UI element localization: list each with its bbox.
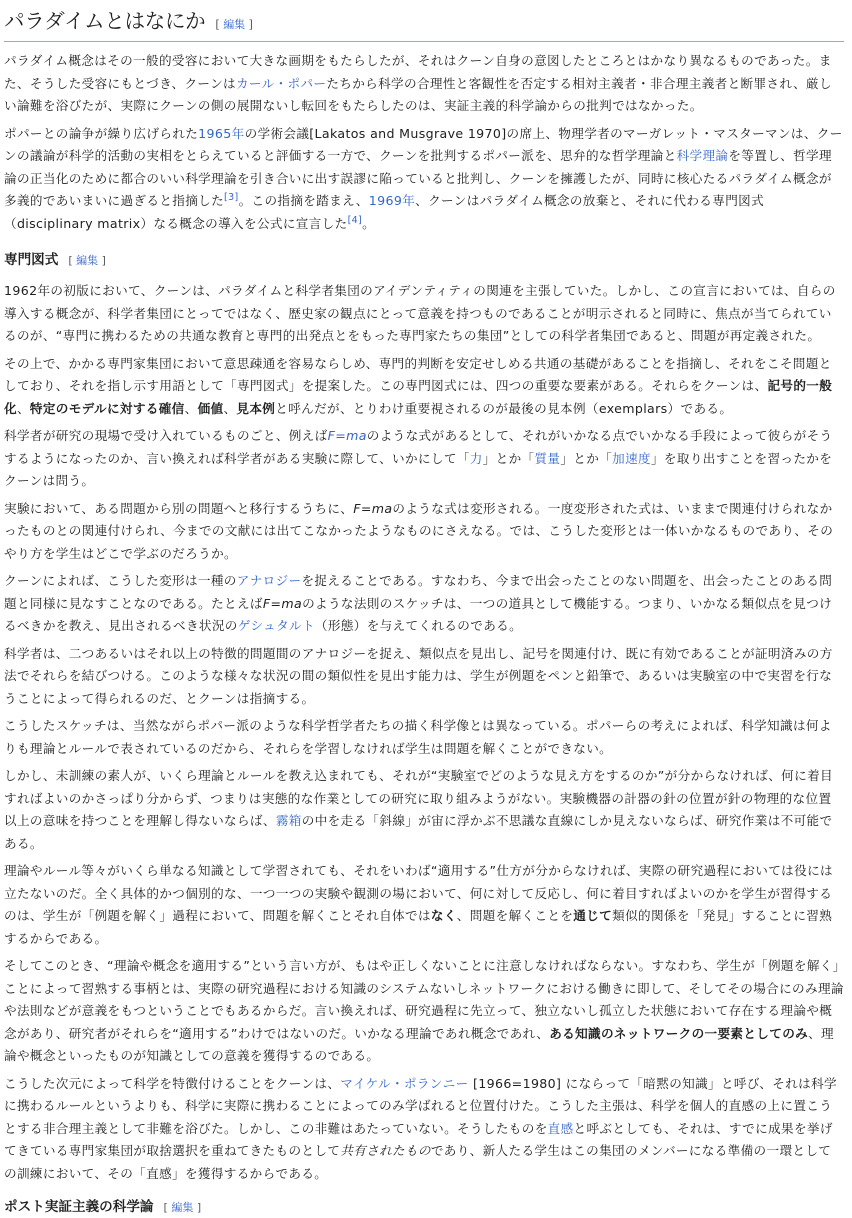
- text: そしてこのとき、“理論や概念を適用する”という言い方が、もはや正しくないことに注意しなければならない。すなわち、学生が「例題を解く」ことによって習熟する事柄とは、実際の研究過程における知識のシステムないしネットワークにおける働きに即して、そしてその場合にのみ理論や法則などが意義をもつということでもあるからだ。言い換えれば、研究過程に先立って、独立ないし孤立した状態において存在する理論や概念があり、研究者がそれらを“適用する”わけではないのだ。いかなる理論であれ概念であれ、: [4, 958, 844, 1041]
- text: と呼んだが、とりわけ重要視されるのが最後の見本例（exemplars）である。: [275, 400, 733, 416]
- text: 、: [184, 400, 198, 416]
- link-intuition[interactable]: 直感: [547, 1120, 574, 1136]
- text: を捉えることである。すなわち、今まで出会ったことのない問題を、出会ったことのある問題と同様に見なすことなのである。たとえば: [4, 573, 833, 611]
- section-heading-paradigm: [4, 9, 844, 42]
- text: その上で、かかる専門家集団において意思疎通を容易ならしめ、専門的判断を安定せしめる共通の基礎があることを指摘し、それをこそ問題としており、それを指し示す用語として「専門図式」を提案した。この専門図式には、四つの重要な要素がある。それらをクーンは、: [4, 355, 832, 393]
- paragraph: [4, 50, 844, 118]
- text: の中を走る「斜線」が宙に浮かぶ不思議な直線にしか見えないならば、研究作業は不可能である。: [4, 813, 833, 851]
- paragraph: [4, 123, 844, 236]
- text: のような法則のスケッチは、一つの道具として機能する。つまり、いかなる類似点を見つけるべきかを教え、見出されるべき状況の: [4, 595, 833, 633]
- formula-text: F=ma: [353, 500, 393, 516]
- paragraph: [4, 353, 844, 421]
- text: のような式は変形される。一度変形された式は、いままで関連付けられなかったものとの関連付けられ、今までの文献には出てこなかったようなものにさえなる。では、こうした変形とは一体いかなるものであり、そのやり方を学生はどこで学ぶのだろうか。: [4, 500, 834, 561]
- paragraph: こうしたスケッチは、当然ながらポパー派のような科学哲学者たちの描く科学像とは異なっている。ポパーらの考えによれば、科学知識は何よりも理論とルールで表されているのだから、それらを学習しなければ学生は問題を解くことができない。: [4, 718, 832, 756]
- link-cloud-chamber[interactable]: 霧箱: [275, 813, 302, 828]
- link-michael-polanyi[interactable]: マイケル・ポランニー: [340, 1075, 469, 1091]
- text: 」とか「: [482, 450, 535, 466]
- text: 理論やルール等々がいくら単なる知識として学習されても、それをいわば“適用する”仕方が分からなければ、実際の研究過程においては役には立たないのだ。全く具体的かつ個別的な、一つ一つの実験や観測の場において、何に対して反応し、何に着目すればよいのかを学生が習得するのは、学生が「例題を解く」過程において、問題を解くことそれ自体では: [4, 863, 833, 923]
- paragraph: [4, 570, 844, 638]
- paragraph: [4, 425, 844, 493]
- link-gestalt[interactable]: ゲシュタルト: [237, 618, 315, 633]
- bold-text: 記号的一般化: [4, 378, 833, 416]
- paragraph: [4, 765, 844, 855]
- link-mass[interactable]: 質量: [534, 450, 561, 466]
- paragraph: [4, 860, 844, 950]
- paragraph: 科学者は、二つあるいはそれ以上の特徴的問題間のアナロジーを捉え、類似点を見出し、記号を関連付け、既に有効であることが証明済みの方法でそれらを結びつける。このような様々な状況の間の類似性を見出す能力は、学生が例題をペンと鉛筆で、あるいは実験室の中で実習を行なうことによって得られるのだ、とクーンは指摘する。: [4, 645, 833, 706]
- link-acceleration[interactable]: 加速度: [612, 450, 651, 466]
- text: しかし、未訓練の素人が、いくら理論とルールを教え込まれても、それが“実験室でどのような見え方をするのか”が分からなければ、何に着目すればよいのかさっぱり分からず、つまりは実態的な作業としての研究に取り組みようがない。実験機器の計器の針の位置が針の物理的な位置以上の意味を持つことを理解し得ないならば、: [4, 768, 833, 828]
- citation-4[interactable]: [4]: [347, 214, 363, 226]
- section-title: ポスト実証主義の科学論: [4, 1199, 154, 1215]
- text: 、問題を解くことを: [456, 908, 574, 923]
- text: のような式があるとして、それがいかなる点でいかなる手段によって彼らがそうするようになったのか、言い換えれば科学者がある実験に際して、いかにして「: [4, 428, 833, 466]
- text: たちから科学の合理性と客観性を否定する相対主義者・非合理主義者と断罪され、厳しい論難を浴びたが、実際にクーンの側の展開ないし転回をもたらしたのは、実証主義的科学論からの批判ではなかった。: [4, 75, 832, 113]
- link-1965[interactable]: 1965年: [198, 125, 245, 141]
- text: パラダイム概念はその一般的受容において大きな画期をもたらしたが、それはクーン自身の意図したところとはかなり異なるものであった。また、そうした受容にもとづき、クーンは: [4, 53, 832, 91]
- text: （形態）を与えてくれるのである。: [314, 618, 523, 633]
- bold-text: ある知識のネットワークの一要素としてのみ: [549, 1025, 809, 1041]
- text: 。: [362, 215, 376, 231]
- text: クーンによれば、こうした変形は一種の: [4, 573, 237, 588]
- text: を等置し、哲学理論の正当化のために都合のいい科学理論を引き合いに出す誤謬に陥っていると批判し、クーンを擁護したが、同時に核心たるパラダイム概念が多義的であいまいに過ぎると指摘した: [4, 148, 832, 208]
- text: 類似的関係を「発見」することに習熟するからである。: [4, 908, 833, 946]
- formula-text: F=ma: [262, 595, 303, 611]
- link-analogy[interactable]: アナロジー: [236, 573, 302, 588]
- section-heading-post-positivism: [4, 1197, 844, 1218]
- text: 、クーンはパラダイム概念の放棄と、それに代わる専門図式（disciplinary matrix）なる概念の導入を公式に宣言した: [4, 193, 765, 231]
- citation-3[interactable]: [3]: [224, 191, 239, 203]
- text: 」とか「: [560, 450, 613, 466]
- text: であり、新人たる学生はこの集団のメンバーになる準備の一環としての訓練において、その「直感」を獲得するからである。: [4, 1143, 832, 1181]
- section-heading-disciplinary-matrix: [4, 250, 844, 271]
- edit-link[interactable]: 編集: [223, 18, 246, 31]
- text: の学術会議[Lakatos and Musgrave 1970]の席上、物理学者のマーガレット・マスターマンは、クーンの議論が科学的活動の実相をとらえていると評価する一方で、クーンを批判するポパー派を、思弁的な哲学理論と: [4, 125, 843, 163]
- link-force[interactable]: 力: [469, 450, 483, 466]
- edit-link-wrapper: [ 編集 ]: [215, 18, 253, 31]
- paragraph: [4, 498, 844, 566]
- text: 科学者が研究の現場で受け入れているものごと、例えば: [4, 428, 328, 443]
- section-title: パラダイムとはなにか: [4, 9, 206, 33]
- text: 、理論や概念といったものが知識としての意義を獲得するのである。: [4, 1025, 834, 1063]
- text: こうした次元によって科学を特徴付けることをクーンは、: [4, 1075, 341, 1091]
- bold-text: 価値: [197, 400, 224, 416]
- link-f-ma[interactable]: F=ma: [327, 428, 367, 443]
- text: [1966=1980] にならって「暗黙の知識」と呼び、それは科学に携わるルールというよりも、科学に実際に携わることによってのみ学ばれると位置付けた。こうした主張は、科学を個人的直感の上に置こうとする非合理主義として非難を浴びた。しかし、この非難はあたっていない。そうしたものを: [4, 1075, 837, 1136]
- edit-link[interactable]: 編集: [76, 254, 99, 267]
- bold-text: 見本例: [236, 400, 276, 416]
- text: ポパーとの論争が繰り広げられた: [4, 125, 199, 141]
- edit-link-wrapper: [ 編集 ]: [163, 1201, 202, 1214]
- bold-text: 特定のモデルに対する確信: [29, 400, 185, 416]
- article-content: [4, 0, 844, 1218]
- italic-text: 共有されたもの: [340, 1143, 431, 1158]
- text: 。この指摘を踏まえ、: [238, 193, 369, 208]
- text: 」を取り出すことを習ったかをクーンは問う。: [4, 450, 833, 488]
- edit-link[interactable]: 編集: [171, 1201, 194, 1214]
- text: 、: [16, 400, 30, 416]
- paragraph: [4, 1073, 844, 1186]
- edit-link-wrapper: [ 編集 ]: [68, 254, 106, 267]
- bold-text: 通じて: [573, 908, 613, 923]
- paragraph: [4, 955, 844, 1068]
- link-1969[interactable]: 1969年: [368, 193, 416, 208]
- text: 実験において、ある問題から別の問題へと移行するうちに、: [4, 500, 354, 516]
- bold-text: なく: [430, 908, 457, 923]
- paragraph: 1962年の初版において、クーンは、パラダイムと科学者集団のアイデンティティの関連を主張していた。しかし、この宣言においては、自らの導入する概念が、科学者集団にとってではなく、歴史家の観点にとって意義を持つものであることが明示されると同時に、焦点が当てられているのが、“専門に携わるための共通な教育と専門的出発点とをもった専門家たちの集団”としての科学者集団であると、問題が再定義された。: [4, 283, 836, 343]
- link-karl-popper[interactable]: カール・ポパー: [235, 75, 327, 91]
- text: 、: [223, 400, 237, 416]
- link-scientific-theory[interactable]: 科学理論: [676, 148, 729, 163]
- section-title: 専門図式: [4, 252, 59, 268]
- text: と呼ぶとしても、それは、すでに成果を挙げてきている専門家集団が取捨選択を重ねてきたものとして: [4, 1120, 833, 1158]
